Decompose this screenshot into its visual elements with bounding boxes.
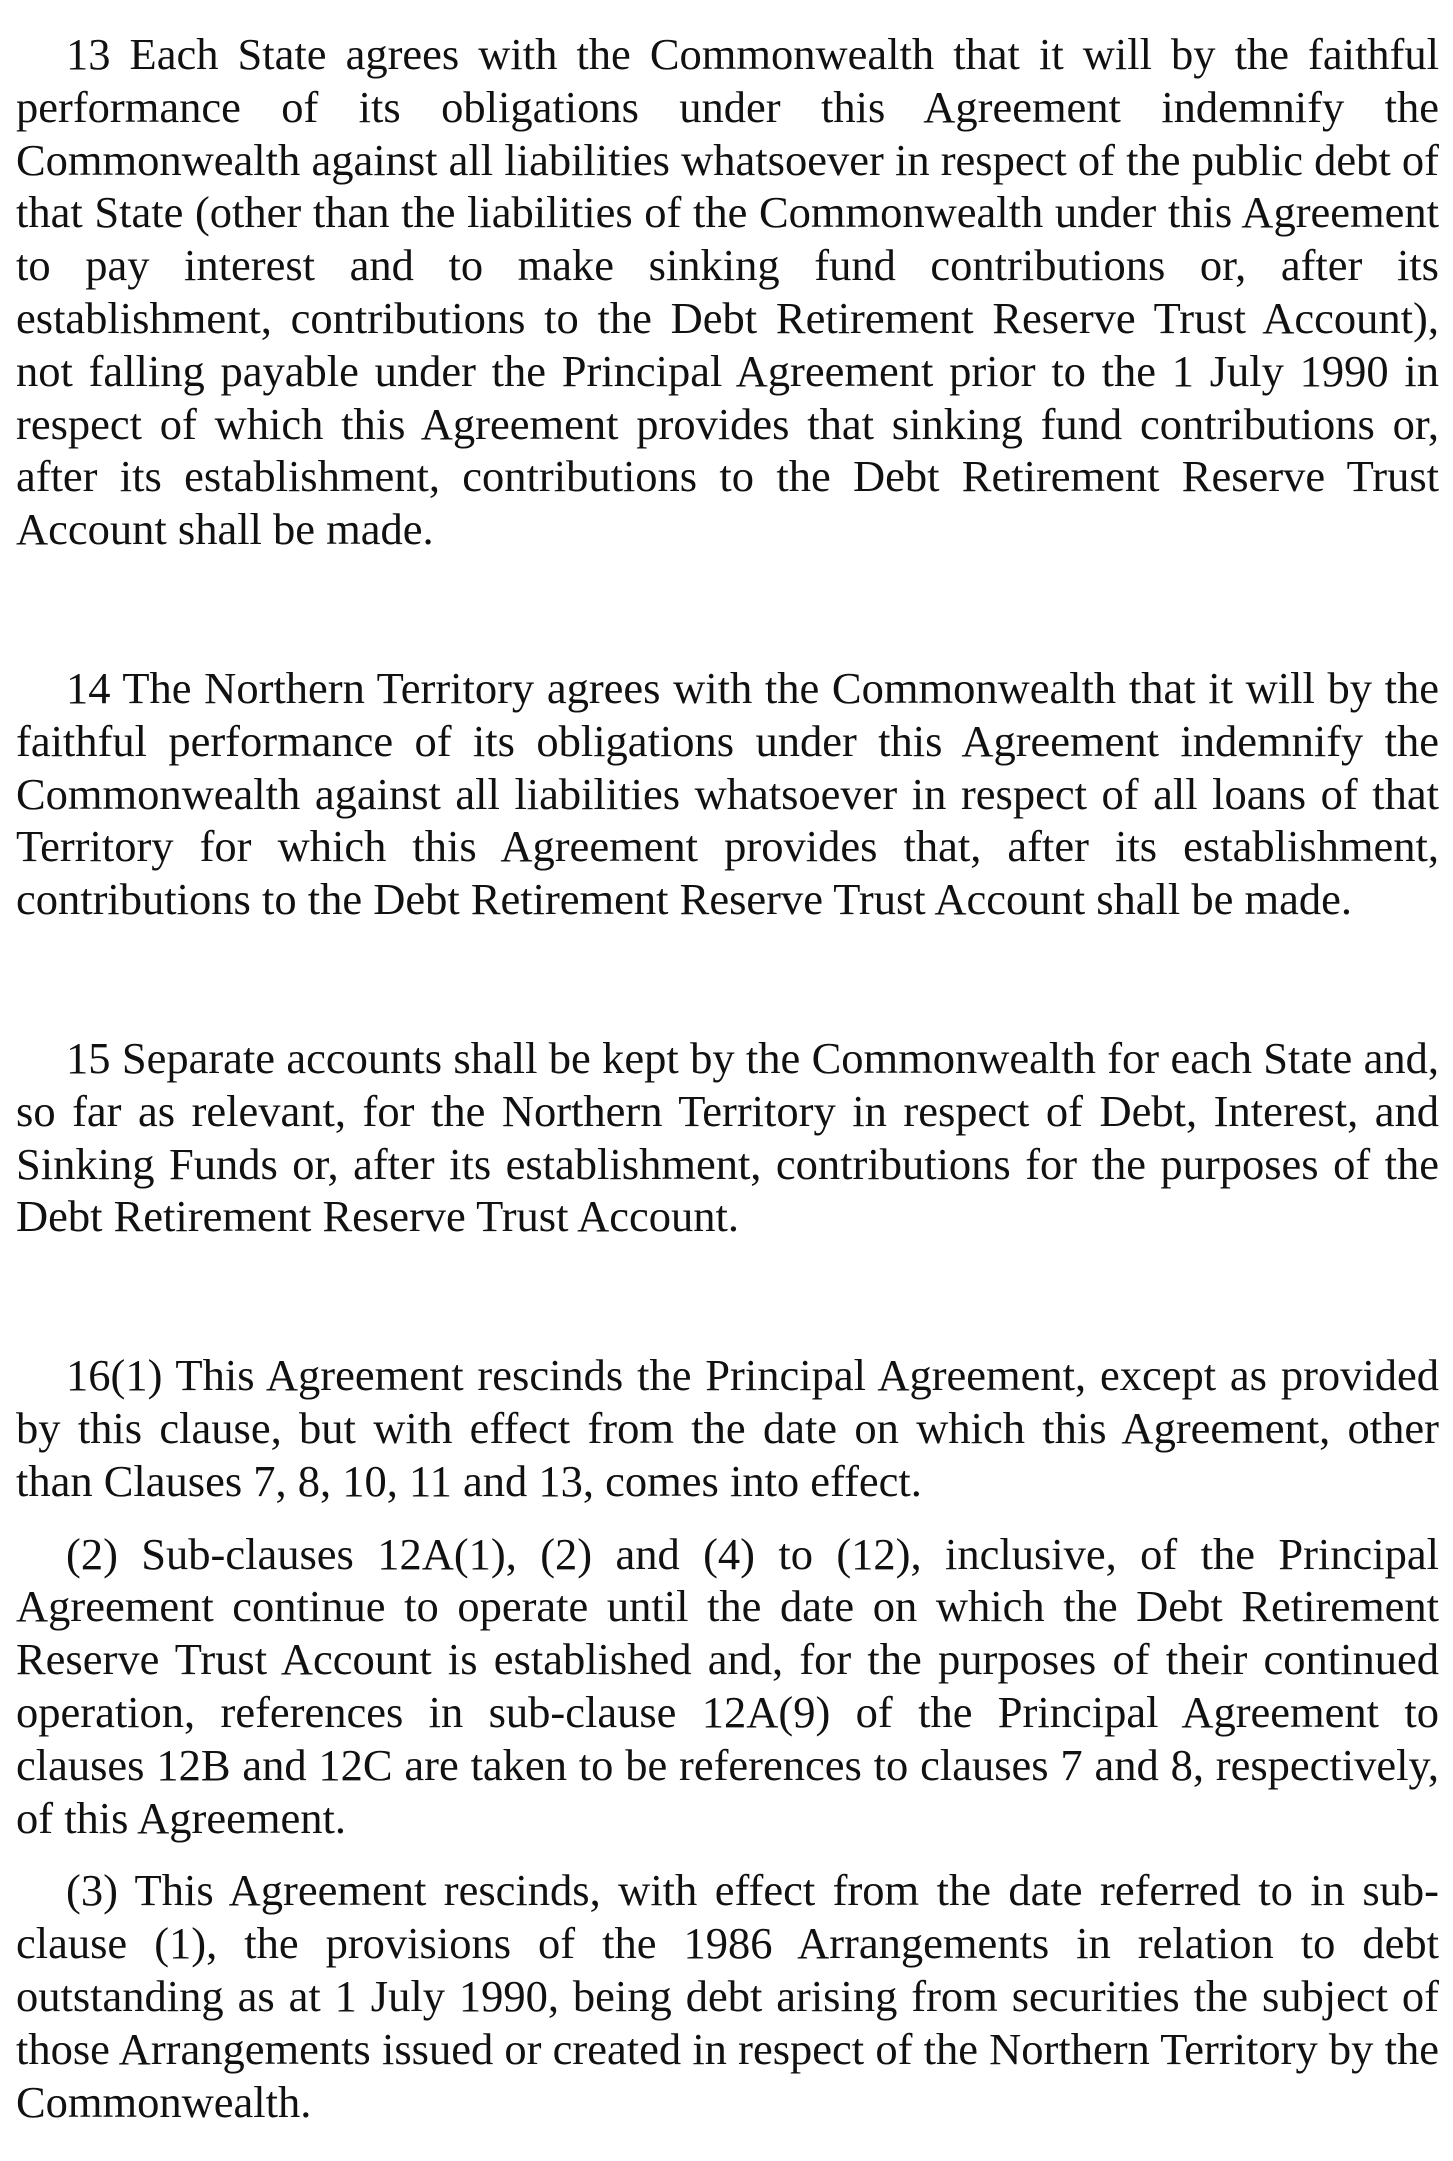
clause-16-subclause-1: 16(1) This Agreement rescinds the Principal Agreement, except as provided by this clause, but with effect from the date on which this Agreement, other than Clauses 7, 8, 10, 11 and 13, comes into effect. [16,1350,1439,1506]
clause-14-text: 14 The Northern Territory agrees with the Commonwealth that it will by the faithful performance of its obligations under this Agreement indemnify the Commonwealth against all liabilities whatsoever in respect of all loans of that Territory for which this Agreement provides that, after its establishment, contributions to the Debt Retirement Reserve Trust Account shall be made. [16,662,1439,925]
clause-15 [16,1032,1439,1243]
clause-16-subclause-3: (3) This Agreement rescinds, with effect from the date referred to in sub-clause (1), the provisions of the 1986 Arrangements in relation to debt outstanding as at 1 July 1990, being debt arising from securities the subject of those Arrangements issued or created in respect of the Northern Territory by the Commonwealth. [16,1865,1439,2127]
clause-16-subclause-2: (2) Sub-clauses 12A(1), (2) and (4) to (12), inclusive, of the Principal Agreement continue to operate until the date on which the Debt Retirement Reserve Trust Account is established and, for the purposes of their continued operation, references in sub-clause 12A(9) of the Principal Agreement to clauses 12B and 12C are taken to be references to clauses 7 and 8, respectively, of this Agreement. [16,1528,1439,1843]
clause-14 [16,662,1439,926]
clause-13-text: 13 Each State agrees with the Commonwealth that it will by the faithful performance of its obligations under this Agreement indemnify the Commonwealth against all liabilities whatsoever in respect of the public debt of that State (other than the liabilities of the Commonwealth under this Agreement to pay interest and to make sinking fund contributions or, after its establishment, contributions to the Debt Retirement Reserve Trust Account), not falling payable under the Principal Agreement prior to the 1 July 1990 in respect of which this Agreement provides that sinking fund contributions or, after its establishment, contributions to the Debt Retirement Reserve Trust Account shall be made. [16,29,1439,555]
clause-15-text: 15 Separate accounts shall be kept by the Commonwealth for each State and, so far as relevant, for the Northern Territory in respect of Debt, Interest, and Sinking Funds or, after its establishment, contributions for the purposes of the Debt Retirement Reserve Trust Account. [16,1032,1439,1242]
clause-13 [16,28,1439,556]
clause-16 [16,1349,1439,2128]
